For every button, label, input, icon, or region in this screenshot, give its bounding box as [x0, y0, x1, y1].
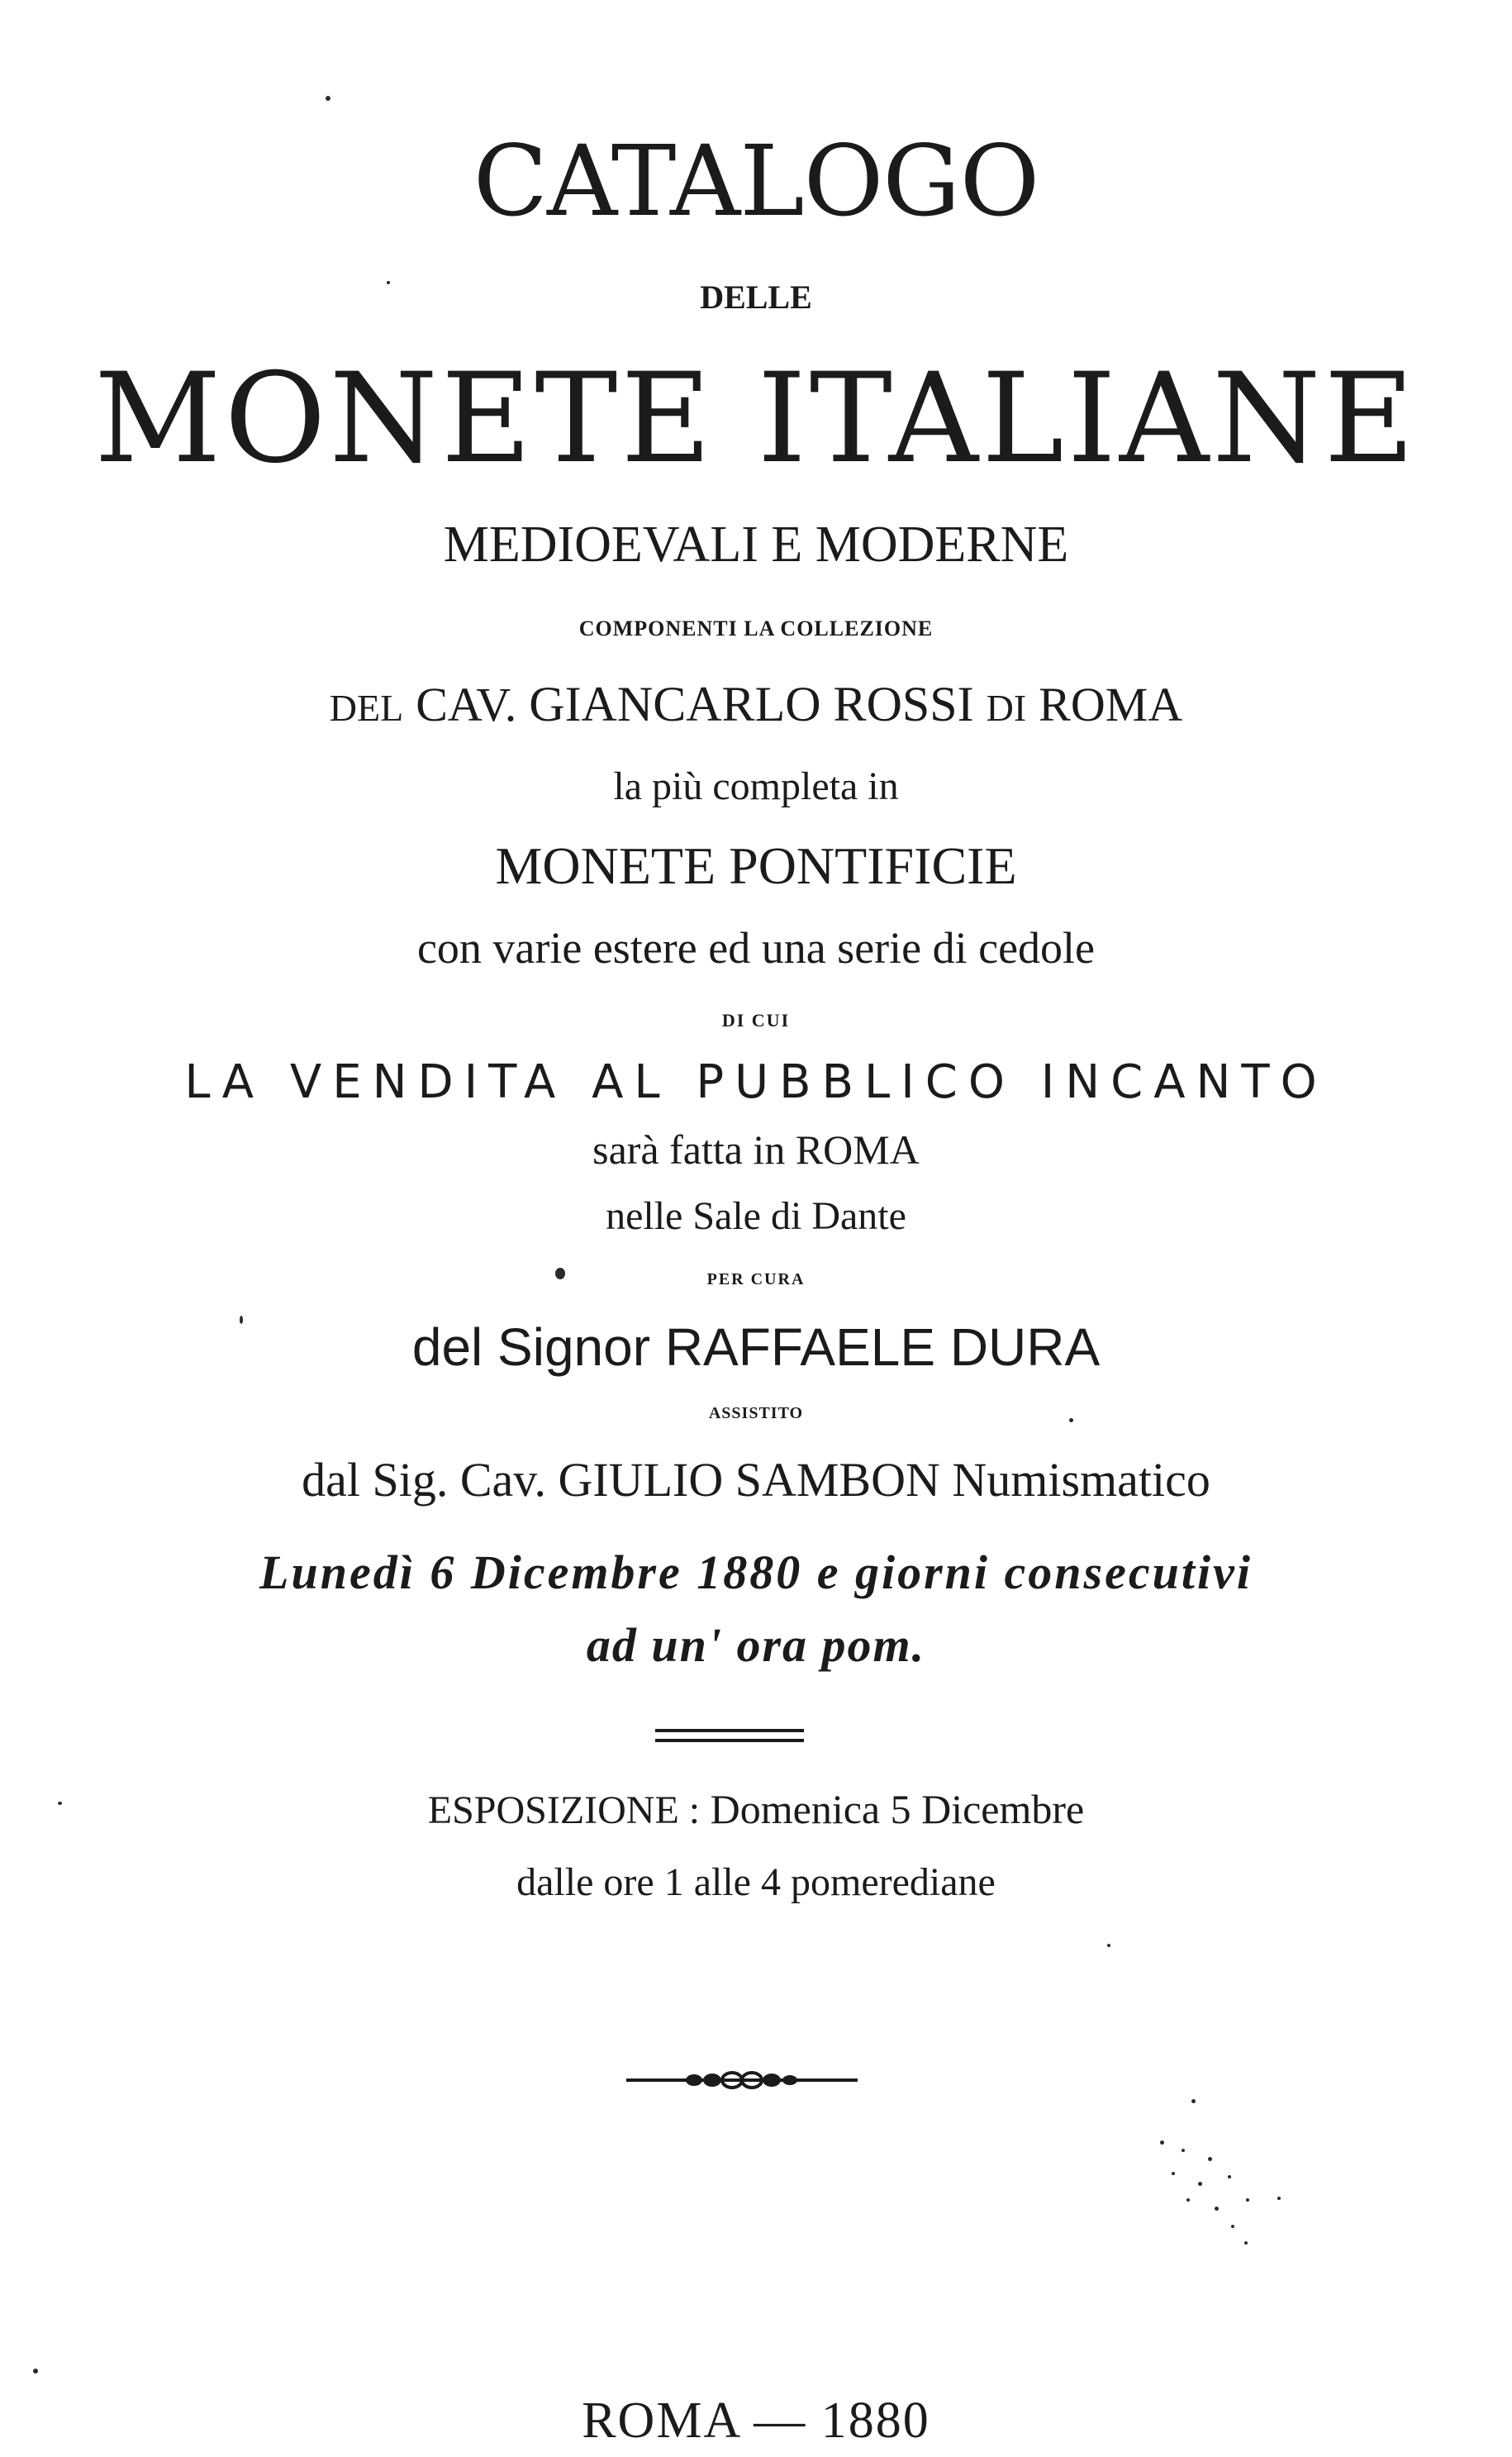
scan-speck — [33, 2369, 38, 2374]
collector-cav: CAV. — [416, 678, 517, 731]
collector-del: DEL — [329, 687, 404, 729]
scan-speck — [1231, 2225, 1234, 2228]
scan-speck — [1191, 2099, 1196, 2103]
date-line-1: Lunedì 6 Dicembre 1880 e giorni consecutivi — [259, 1545, 1253, 1599]
scan-speck — [1244, 2241, 1248, 2245]
scan-speck — [1069, 1418, 1073, 1422]
collector-line — [0, 679, 1512, 729]
scan-speck — [1246, 2198, 1249, 2202]
monete-pontificie: MONETE PONTIFICIE — [495, 836, 1017, 895]
scan-speck — [240, 1316, 243, 1324]
catalog-title: CATALOGO — [473, 124, 1039, 238]
collector-name: GIANCARLO ROSSI — [529, 677, 974, 731]
date-line-2: ad un' ora pom. — [586, 1618, 926, 1672]
esposizione-label: ESPOSIZIONE : — [427, 1788, 701, 1832]
piu-completa-line: la più completa in — [613, 764, 899, 808]
varie-estere-line: con varie estere ed una serie di cedole — [416, 923, 1096, 973]
esposizione-text: Domenica 5 Dicembre — [710, 1786, 1085, 1832]
scan-speck — [1215, 2207, 1219, 2211]
scan-speck — [1228, 2175, 1231, 2178]
delle-word: DELLE — [700, 279, 812, 316]
scan-speck — [1186, 2198, 1190, 2202]
componenti-line: COMPONENTI LA COLLEZIONE — [578, 617, 934, 640]
main-title: MONETE ITALIANE — [94, 347, 1418, 491]
esposizione-line — [0, 1788, 1512, 1831]
scan-speck — [326, 96, 330, 101]
scan-speck — [387, 281, 390, 284]
scan-speck — [58, 1802, 62, 1805]
sambon-line: dal Sig. Cav. GIULIO SAMBON Numismatico — [302, 1453, 1210, 1507]
sale-dante-line: nelle Sale di Dante — [606, 1194, 906, 1238]
assistito-line: ASSISTITO — [708, 1404, 804, 1422]
subtitle: MEDIOEVALI E MODERNE — [443, 517, 1069, 573]
di-cui-line: DI CUI — [721, 1010, 791, 1031]
scan-speck — [1172, 2172, 1175, 2175]
scan-speck — [555, 1268, 565, 1279]
scan-speck — [1107, 1944, 1110, 1947]
sara-fatta-line: sarà fatta in ROMA — [592, 1126, 920, 1173]
scan-speck — [1182, 2149, 1185, 2152]
double-rule-top — [655, 1729, 804, 1732]
collector-roma: ROMA — [1039, 678, 1183, 731]
scan-speck — [1198, 2182, 1202, 2186]
scan-speck — [1277, 2197, 1281, 2200]
scan-speck — [1208, 2157, 1212, 2161]
vendita-line: LA VENDITA AL PUBBLICO INCANTO — [184, 1055, 1328, 1109]
orario-line: dalle ore 1 alle 4 pomerediane — [516, 1860, 996, 1904]
double-rule-bottom — [655, 1739, 804, 1742]
imprint-line: ROMA — 1880 — [582, 2393, 930, 2449]
per-cura-line: PER CURA — [706, 1270, 806, 1288]
ornament-divider-icon — [626, 2068, 858, 2093]
signor-line: del Signor RAFFAELE DURA — [411, 1317, 1101, 1377]
collector-di: DI — [986, 687, 1027, 729]
scan-speck — [1160, 2140, 1164, 2145]
